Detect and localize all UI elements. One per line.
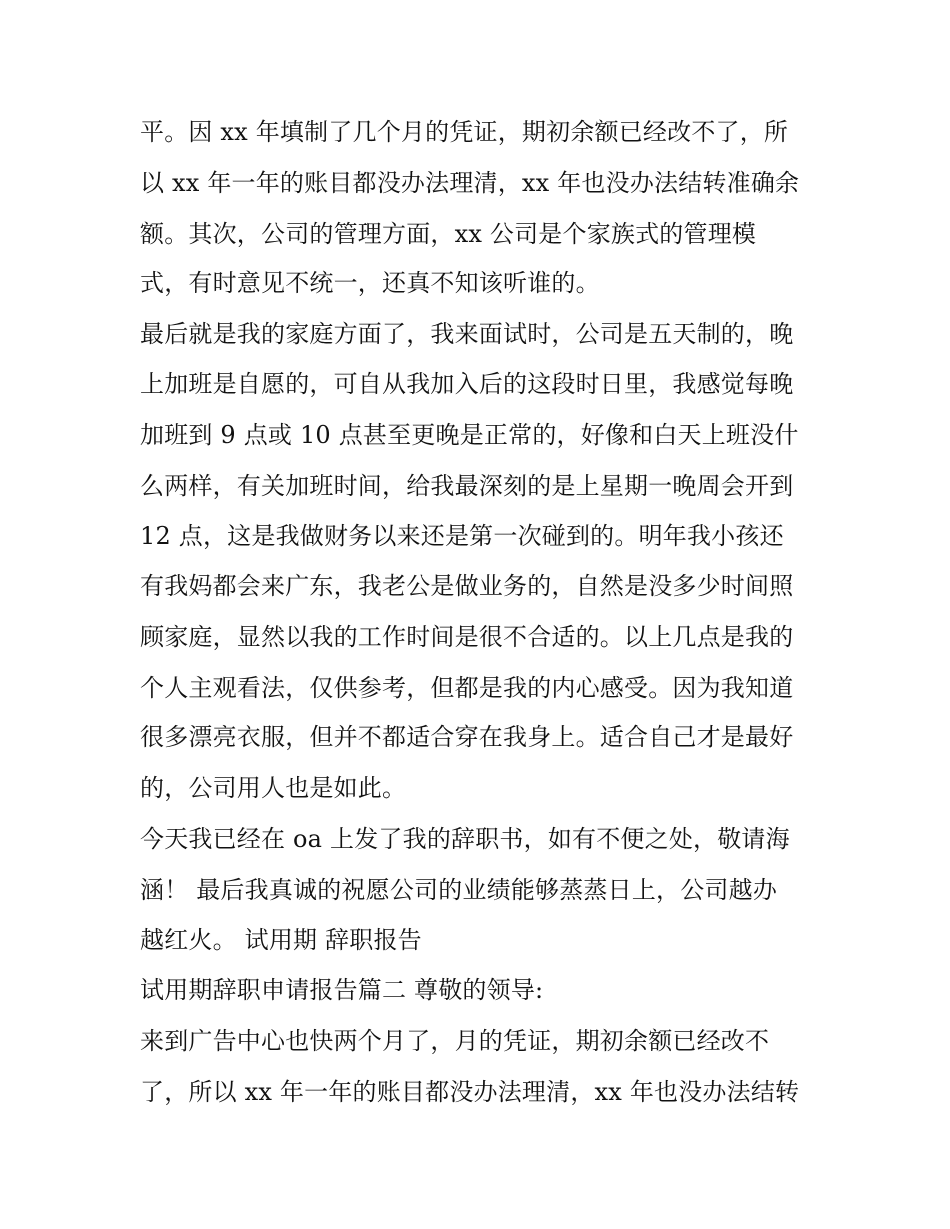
text-line: 式，有时意见不统一，还真不知该听谁的。: [140, 269, 600, 297]
text-line: 有我妈都会来广东，我老公是做业务的，自然是没多少时间照: [140, 572, 794, 600]
text-line: 平。因 xx 年填制了几个月的凭证，期初余额已经改不了，所: [140, 118, 789, 146]
text-line: 今天我已经在 oa 上发了我的辞职书，如有不便之处，敬请海: [140, 825, 790, 853]
text-line: 额。其次，公司的管理方面，xx 公司是个家族式的管理模: [140, 220, 757, 248]
text-line: 试用期辞职申请报告篇二 尊敬的领导:: [140, 976, 544, 1004]
text-line: 来到广告中心也快两个月了，月的凭证，期初余额已经改不: [140, 1027, 770, 1055]
text-line: 加班到 9 点或 10 点甚至更晚是正常的，好像和白天上班没什: [140, 421, 799, 449]
text-line: 么两样，有关加班时间，给我最深刻的是上星期一晚周会开到: [140, 472, 794, 500]
text-line: 上加班是自愿的，可自从我加入后的这段时日里，我感觉每晚: [140, 370, 794, 398]
text-line: 顾家庭，显然以我的工作时间是很不合适的。以上几点是我的: [140, 623, 794, 651]
text-line: 12 点，这是我做财务以来还是第一次碰到的。明年我小孩还: [140, 522, 784, 550]
text-line: 了，所以 xx 年一年的账目都没办法理清，xx 年也没办法结转: [140, 1078, 800, 1106]
text-line: 个人主观看法，仅供参考，但都是我的内心感受。因为我知道: [140, 674, 794, 702]
text-line: 最后就是我的家庭方面了，我来面试时，公司是五天制的，晚: [140, 320, 794, 348]
text-line: 的，公司用人也是如此。: [140, 774, 407, 802]
text-line: 很多漂亮衣服，但并不都适合穿在我身上。适合自己才是最好: [140, 723, 794, 751]
text-line: 以 xx 年一年的账目都没办法理清，xx 年也没办法结转准确余: [140, 169, 800, 197]
text-line: 越红火。 试用期 辞职报告: [140, 926, 422, 954]
text-line: 涵！ 最后我真诚的祝愿公司的业绩能够蒸蒸日上，公司越办: [140, 876, 778, 904]
